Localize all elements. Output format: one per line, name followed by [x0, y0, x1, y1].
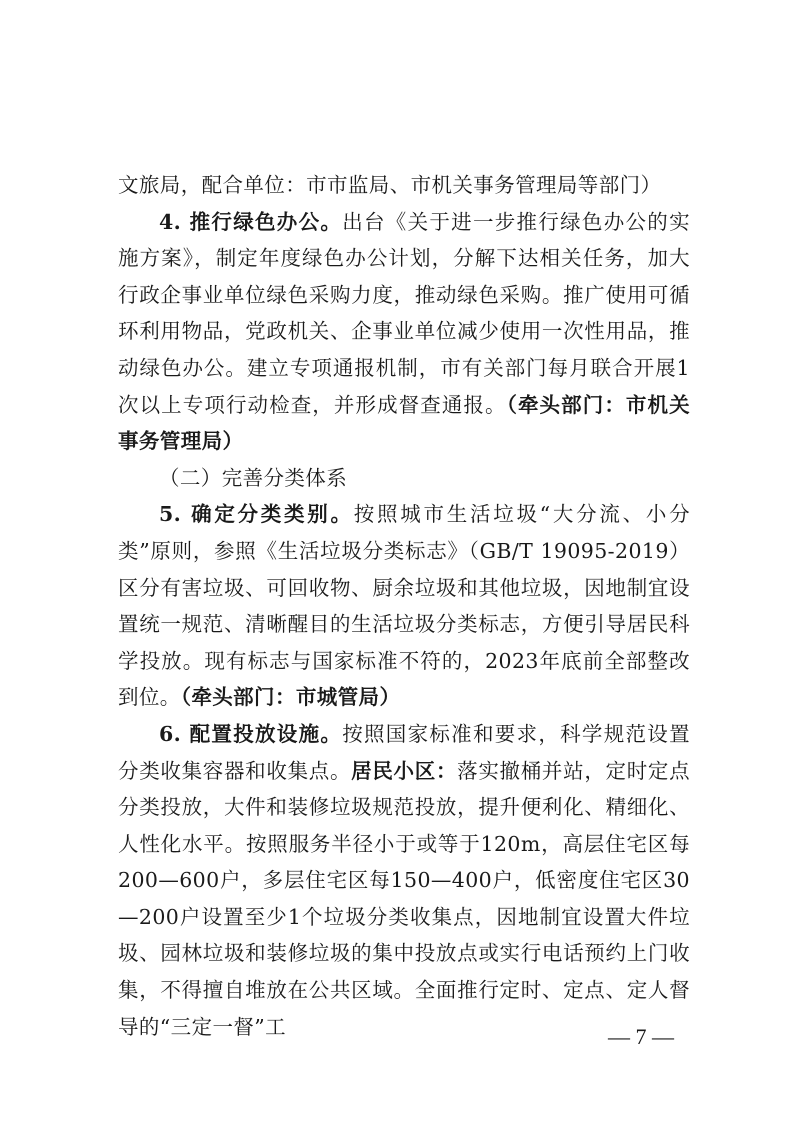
item-5-lead-department: （牵头部门：市城管局） [180, 685, 401, 710]
page-number: — 7 — [608, 1024, 674, 1049]
item-4-heading: 4. 推行绿色办公。 [159, 209, 343, 234]
item-4-paragraph [118, 204, 690, 460]
item-6-body-2: 落实撤桶并站，定时定点分类投放，大件和装修垃圾规范投放，提升便利化、精细化、人性化水平。按照服务半径小于或等于120m，高层住宅区每200—600户，多层住宅区每150—400户，低密度住宅区30—200户设置至少1个垃圾分类收集点，因地制宜设置大件垃圾、园林垃圾和装修垃圾的集中投放点或实行电话预约上门收集，不得擅自堆放在公共区域。全面推行定时、定点、定人督导的“三定一督”工 [118, 758, 690, 1039]
section-2-heading-paragraph [118, 460, 690, 497]
item-5-body: 按照城市生活垃圾“大分流、小分类”原则，参照《生活垃圾分类标志》（GB/T 19095-2019）区分有害垃圾、可回收物、厨余垃圾和其他垃圾，因地制宜设置统一规范、清晰醒目的生活垃圾分类标志，方便引导居民科学投放。现有标志与国家标准不符的，2023年底前全部整改到位。 [118, 502, 690, 710]
item-4-body: 出台《关于进一步推行绿色办公的实施方案》，制定年度绿色办公计划，分解下达相关任务，加大行政企事业单位绿色采购力度，推动绿色采购。推广使用可循环利用物品，党政机关、企事业单位减少使用一次性用品，推动绿色办公。建立专项通报机制，市有关部门每月联合开展1次以上专项行动检查，并形成督查通报。 [118, 209, 690, 417]
section-2-heading: （二）完善分类体系 [159, 465, 348, 490]
item-6-sub-heading: 居民小区： [351, 758, 458, 783]
item-4-lead-department: （牵头部门：市机关事务管理局） [118, 392, 690, 454]
document-body [118, 167, 690, 1045]
item-5-heading: 5. 确定分类类别。 [159, 502, 354, 527]
continuation-text: 文旅局，配合单位：市市监局、市机关事务管理局等部门） [118, 173, 662, 197]
continuation-paragraph [118, 167, 690, 204]
item-6-paragraph [118, 716, 690, 1045]
item-6-body-1: 按照国家标准和要求，科学规范设置分类收集容器和收集点。 [118, 721, 690, 783]
item-6-heading: 6. 配置投放设施。 [159, 721, 343, 746]
item-5-paragraph [118, 496, 690, 716]
